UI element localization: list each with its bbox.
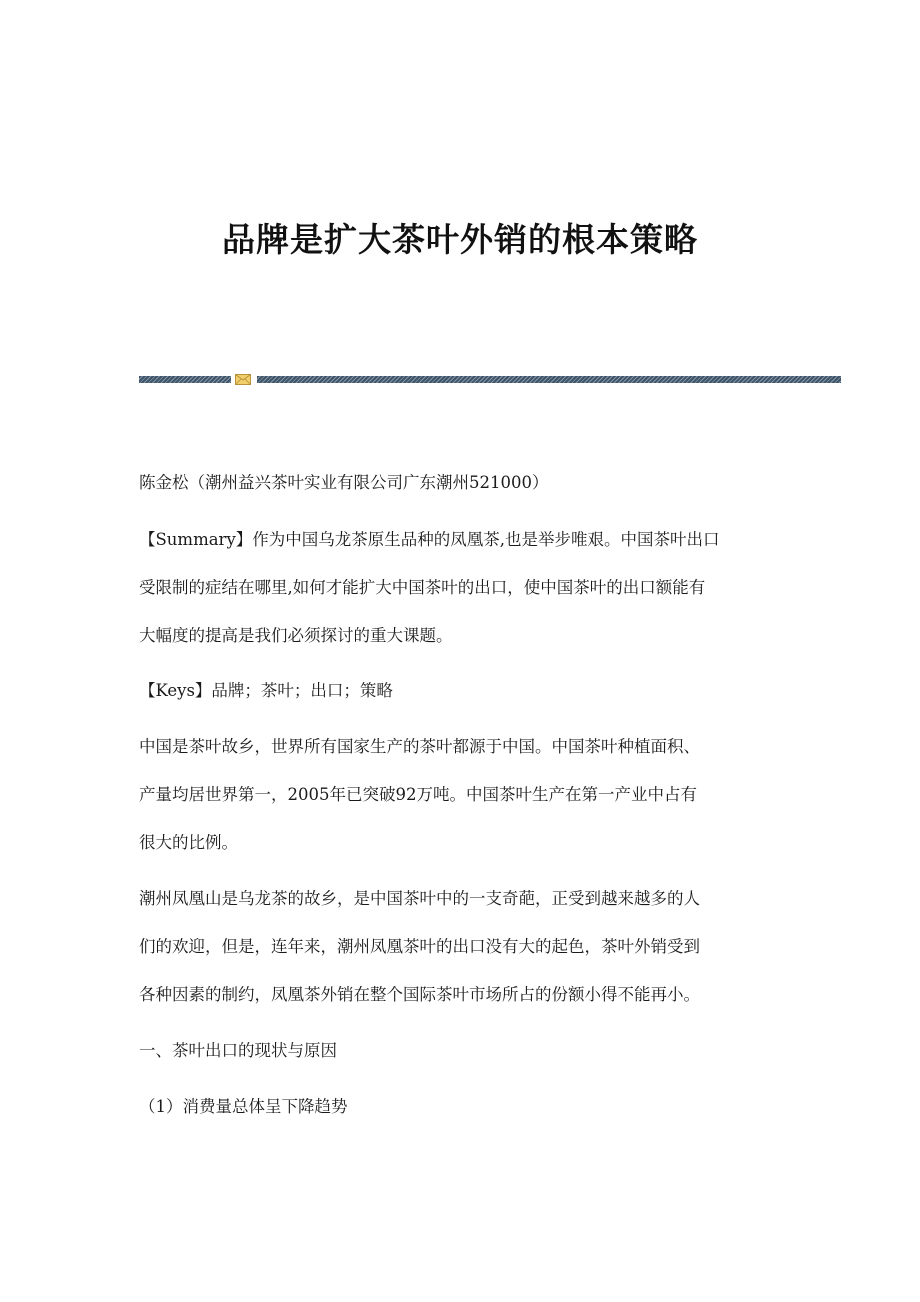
summary-line-3: 大幅度的提高是我们必须探讨的重大课题。	[139, 626, 453, 645]
paragraph-2-line-2: 们的欢迎，但是，连年来，潮州凤凰茶叶的出口没有大的起色，茶叶外销受到	[139, 937, 700, 956]
subsection-heading: （1）消费量总体呈下降趋势	[139, 1097, 348, 1116]
divider-bar-right	[257, 376, 841, 383]
paragraph-1-line-2: 产量均居世界第一，2005年已突破92万吨。中国茶叶生产在第一产业中占有	[139, 785, 697, 804]
envelope-icon	[235, 374, 251, 385]
paragraph-2-line-3: 各种因素的制约，凤凰茶外销在整个国际茶叶市场所占的份额小得不能再小。	[139, 985, 700, 1004]
paragraph-1-line-3: 很大的比例。	[139, 833, 238, 852]
paragraph-1-line-1: 中国是茶叶故乡，世界所有国家生产的茶叶都源于中国。中国茶叶种植面积、	[139, 737, 700, 756]
divider-bar-left	[139, 376, 231, 383]
paragraph-2-line-1: 潮州凤凰山是乌龙茶的故乡，是中国茶叶中的一支奇葩，正受到越来越多的人	[139, 889, 700, 908]
author-line: 陈金松（潮州益兴茶叶实业有限公司广东潮州521000）	[139, 473, 549, 492]
title-divider	[139, 374, 841, 384]
section-heading: 一、茶叶出口的现状与原因	[139, 1041, 337, 1060]
summary-line-2: 受限制的症结在哪里,如何才能扩大中国茶叶的出口，使中国茶叶的出口额能有	[139, 578, 706, 597]
document-title: 品牌是扩大茶叶外销的根本策略	[222, 220, 698, 259]
summary-line-1: 【Summary】作为中国乌龙茶原生品种的凤凰茶,也是举步唯艰。中国茶叶出口	[139, 530, 720, 549]
keys-line: 【Keys】品牌；茶叶；出口；策略	[139, 681, 393, 700]
